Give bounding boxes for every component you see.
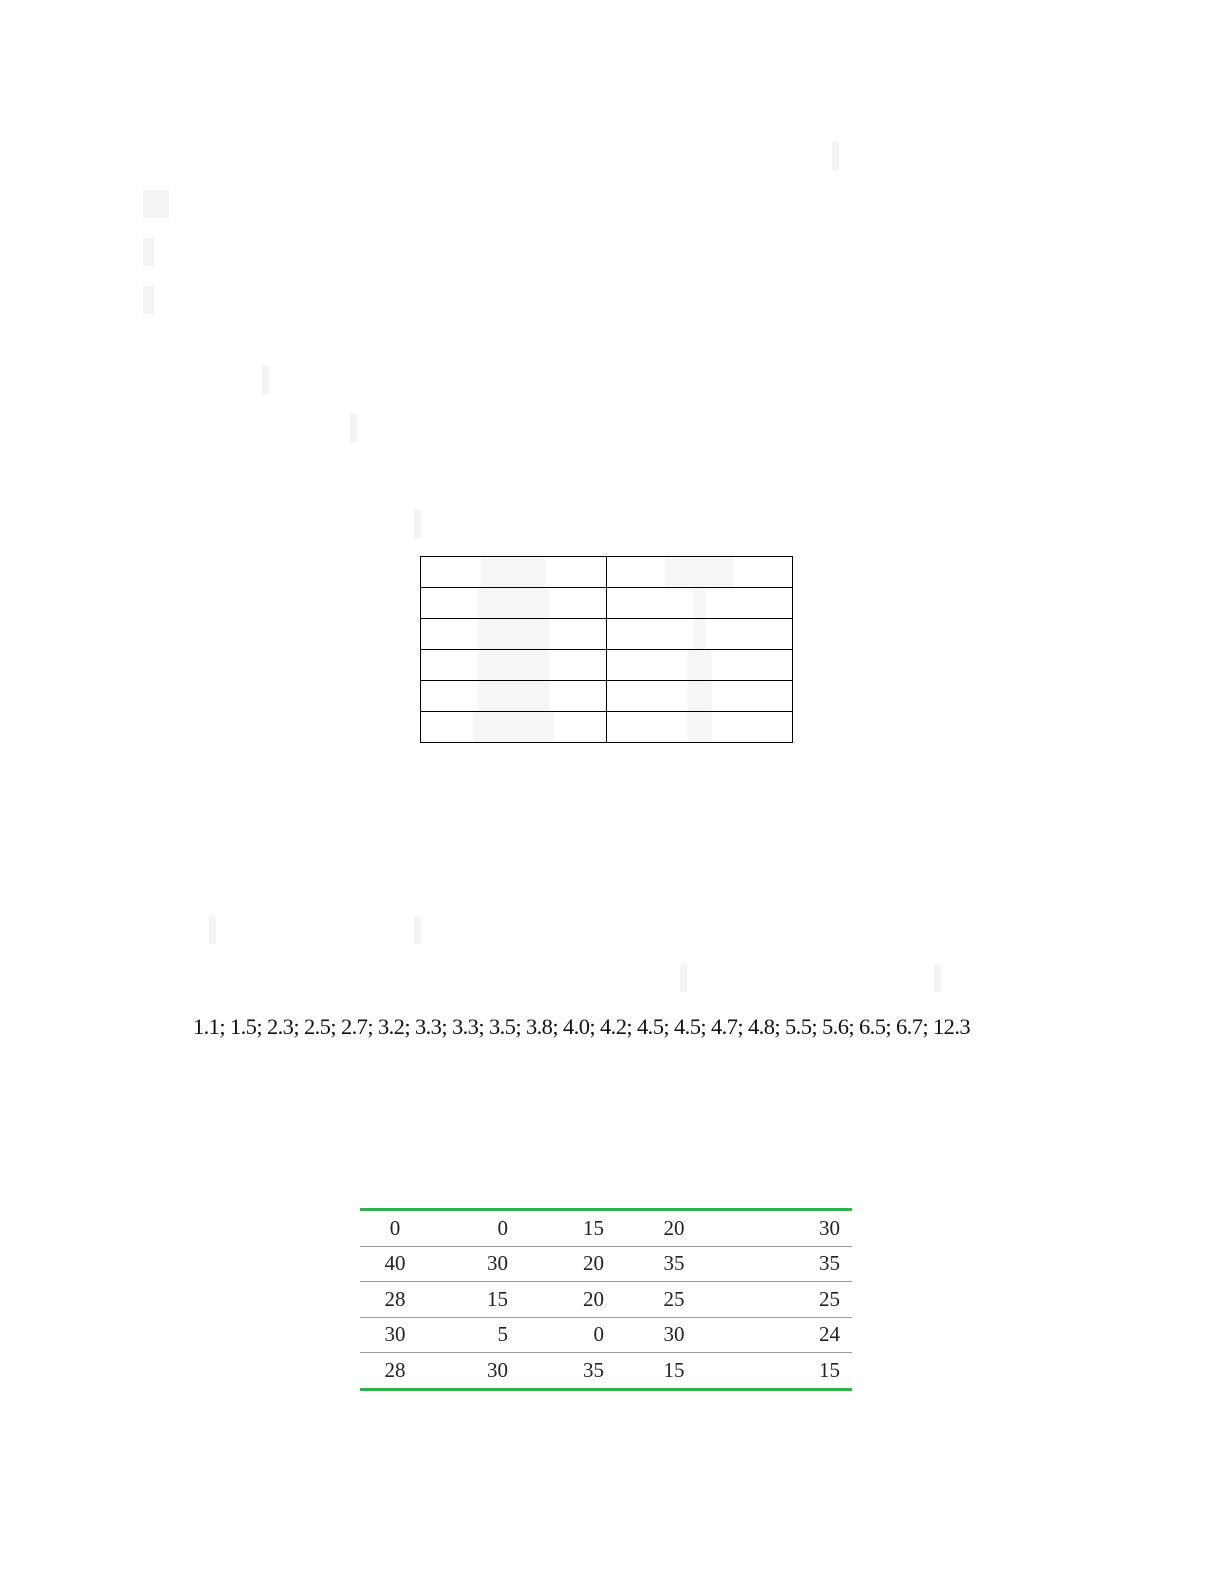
- table-row: [421, 681, 793, 712]
- redacted-mark: [934, 964, 941, 992]
- table-cell: 0: [389, 1215, 401, 1240]
- table-cell: [421, 588, 607, 619]
- table-cell: 20: [508, 1282, 604, 1318]
- table-cell: 28: [384, 1286, 406, 1311]
- table-row: [360, 1282, 852, 1318]
- table-row: [360, 1317, 852, 1353]
- table-row: [360, 1210, 852, 1247]
- table-cell: 30: [487, 1357, 508, 1382]
- table-cell: [421, 681, 607, 712]
- table-cell: [607, 650, 793, 681]
- table-cell: 25: [663, 1286, 685, 1311]
- table-cell: [607, 557, 793, 588]
- table-row: [421, 712, 793, 743]
- table-cell: 0: [508, 1317, 604, 1353]
- table-cell: 15: [414, 1282, 508, 1318]
- table-cell: 15: [508, 1210, 604, 1247]
- table-cell: 30: [663, 1322, 685, 1347]
- table-cell: [607, 681, 793, 712]
- table-cell: 5: [414, 1317, 508, 1353]
- redacted-mark: [143, 238, 154, 266]
- numeric-table: [360, 1208, 852, 1391]
- empty-grid-table: [420, 556, 793, 743]
- redacted-mark: [350, 414, 357, 442]
- table-cell: 35: [583, 1357, 604, 1382]
- table-cell: 20: [663, 1215, 685, 1240]
- data-series-text: 1.1; 1.5; 2.3; 2.5; 2.7; 3.2; 3.3; 3.3; 3.5; 3.8; 4.0; 4.2; 4.5; 4.5; 4.7; 4.8; 5.5; 5.6; 6.5; 6.7; 12.3: [193, 1014, 971, 1039]
- table-row: [421, 650, 793, 681]
- table-row: [421, 619, 793, 650]
- redacted-mark: [143, 190, 169, 218]
- table-row: [360, 1246, 852, 1282]
- table-cell: 30: [698, 1210, 852, 1247]
- table-row: [421, 588, 793, 619]
- table-row: [421, 557, 793, 588]
- table-cell: 35: [698, 1246, 852, 1282]
- table-cell: [421, 650, 607, 681]
- redacted-mark: [209, 916, 216, 944]
- table-row: [360, 1353, 852, 1390]
- table-cell: 28: [384, 1357, 406, 1382]
- table-cell: [421, 712, 607, 743]
- table-cell: 15: [663, 1357, 685, 1382]
- redacted-mark: [832, 142, 839, 170]
- table-cell: 15: [819, 1357, 840, 1382]
- table-cell: 40: [384, 1251, 406, 1276]
- redacted-mark: [262, 366, 269, 394]
- redacted-mark: [414, 510, 421, 538]
- table-cell: 20: [508, 1246, 604, 1282]
- redacted-mark: [414, 916, 421, 944]
- table-cell: [421, 619, 607, 650]
- table-cell: [607, 619, 793, 650]
- table-cell: [607, 588, 793, 619]
- redacted-mark: [680, 964, 687, 992]
- table-cell: 30: [414, 1246, 508, 1282]
- table-cell: 30: [384, 1322, 406, 1347]
- table-cell: [607, 712, 793, 743]
- table-cell: 24: [698, 1317, 852, 1353]
- table-cell: 25: [698, 1282, 852, 1318]
- table-cell: 35: [663, 1251, 685, 1276]
- table-cell: 0: [414, 1210, 508, 1247]
- table-cell: [421, 557, 607, 588]
- redacted-mark: [143, 286, 154, 314]
